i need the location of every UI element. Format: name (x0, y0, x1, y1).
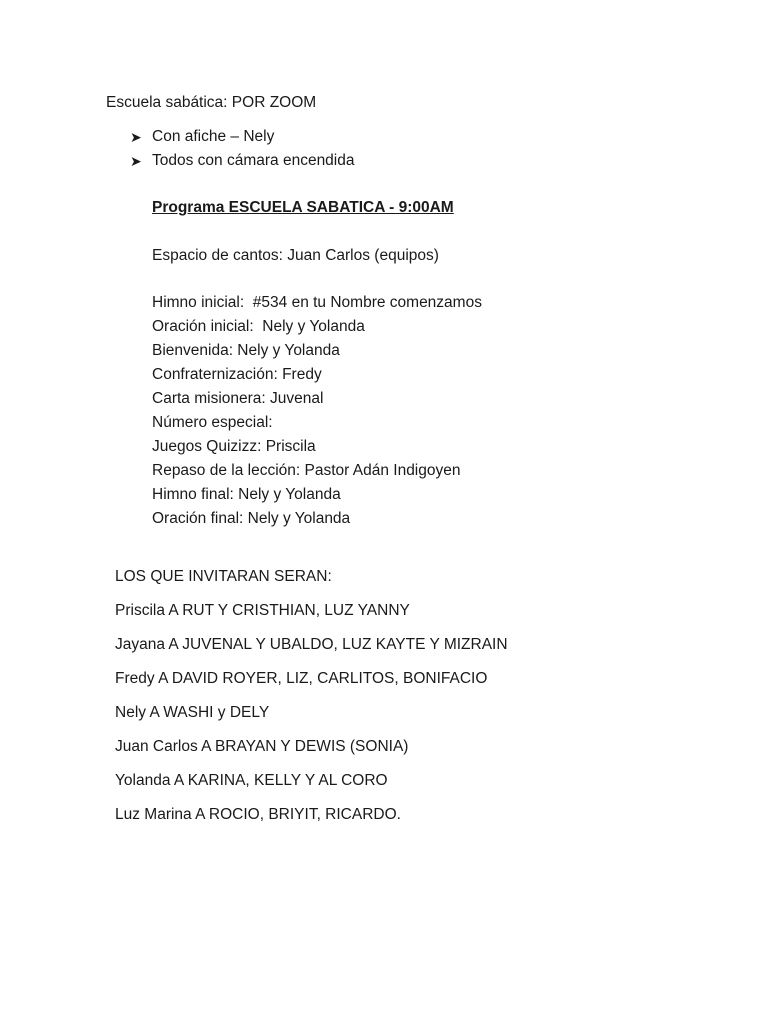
bullet-list (130, 127, 355, 175)
invite-title: LOS QUE INVITARAN SERAN: (115, 568, 332, 585)
program-item: Oración inicial: Nely y Yolanda (152, 318, 365, 335)
songs-line: Espacio de cantos: Juan Carlos (equipos) (152, 247, 439, 264)
arrowhead-bullet-icon: ➤ (130, 153, 142, 169)
program-item: Oración final: Nely y Yolanda (152, 510, 351, 527)
program-item: Himno final: Nely y Yolanda (152, 486, 341, 503)
document-heading: Escuela sabática: POR ZOOM (106, 94, 317, 111)
program-item: Juegos Quizizz: Priscila (152, 438, 316, 455)
program-item: Repaso de la lección: Pastor Adán Indigoyen (152, 462, 461, 479)
invite-item: Fredy A DAVID ROYER, LIZ, CARLITOS, BONIFACIO (115, 670, 488, 687)
bullet-item (130, 151, 355, 175)
invite-list (115, 601, 508, 839)
program-title: Programa ESCUELA SABATICA - 9:00AM (152, 199, 454, 216)
bullet-text: Con afiche – Nely (152, 128, 275, 145)
program-item: Carta misionera: Juvenal (152, 390, 324, 407)
invite-item: Priscila A RUT Y CRISTHIAN, LUZ YANNY (115, 602, 410, 619)
program-item: Bienvenida: Nely y Yolanda (152, 342, 340, 359)
invite-item: Luz Marina A ROCIO, BRIYIT, RICARDO. (115, 806, 401, 823)
invite-item: Jayana A JUVENAL Y UBALDO, LUZ KAYTE Y MIZRAIN (115, 636, 508, 653)
invite-item: Yolanda A KARINA, KELLY Y AL CORO (115, 772, 388, 789)
program-item: Himno inicial: #534 en tu Nombre comenzamos (152, 294, 482, 311)
bullet-item (130, 127, 355, 151)
program-list (152, 293, 482, 533)
invite-item: Nely A WASHI y DELY (115, 704, 270, 721)
program-item: Número especial: (152, 414, 273, 431)
program-item: Confraternización: Fredy (152, 366, 322, 383)
invite-item: Juan Carlos A BRAYAN Y DEWIS (SONIA) (115, 738, 409, 755)
bullet-text: Todos con cámara encendida (152, 152, 355, 169)
arrowhead-bullet-icon: ➤ (130, 129, 142, 145)
